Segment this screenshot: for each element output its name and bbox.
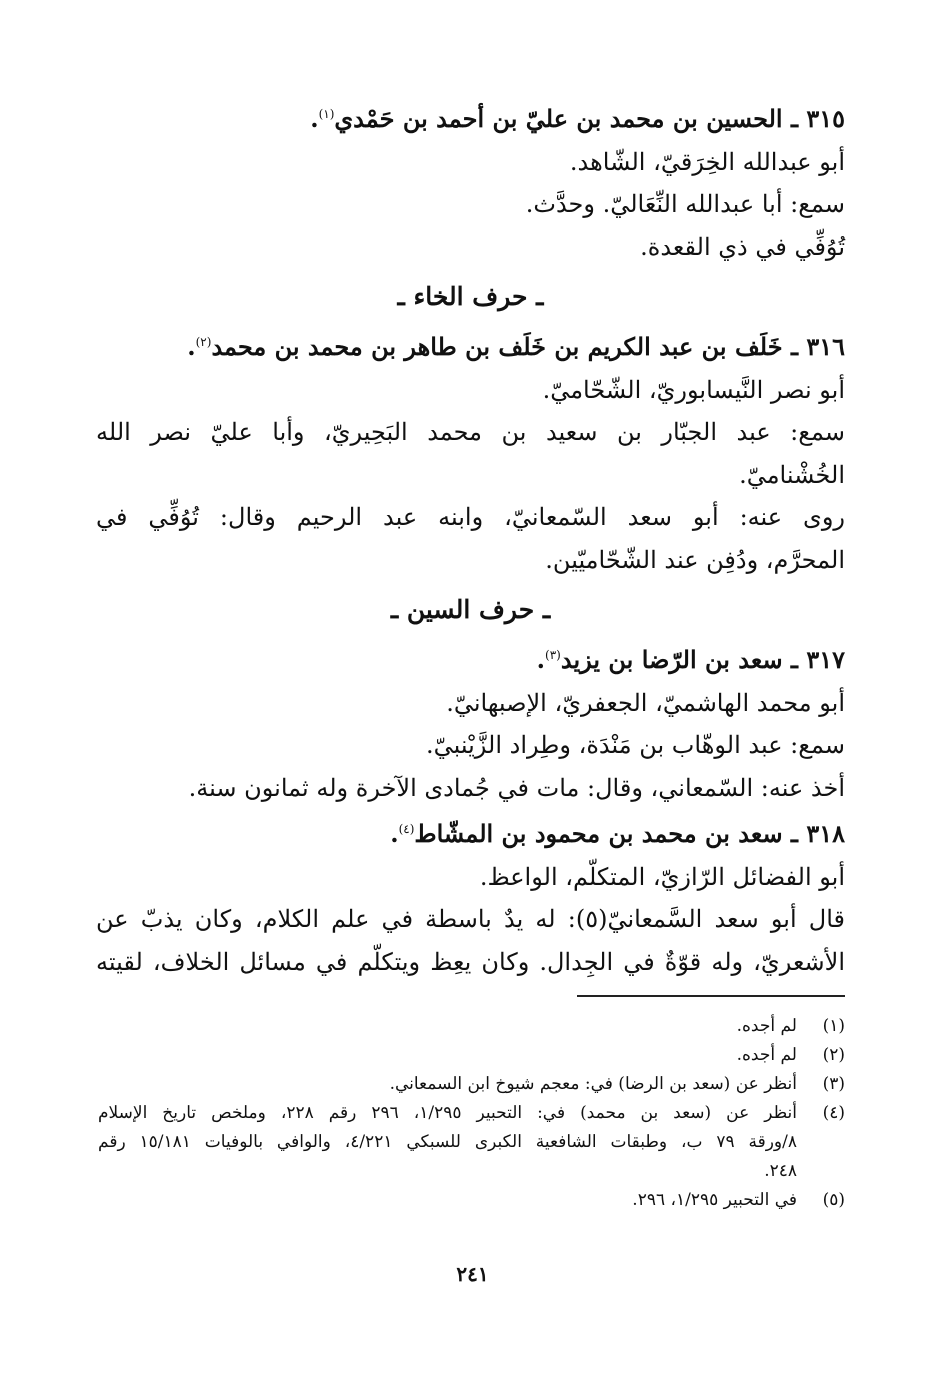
entry-315-title-end: .: [310, 104, 319, 133]
footnote-number: (٢): [822, 1045, 845, 1065]
entry-316-title: [96, 326, 845, 369]
entry-318-line: الأشعريّ، وله قوّةٌ في الجِدال. وكان يعِظ ويتكلّم في مسائل الخلاف، لقيته: [96, 947, 845, 976]
footnote-ref-3[interactable]: (٣): [545, 648, 561, 662]
page-number: ٢٤١: [456, 1262, 489, 1286]
footnote-text: [98, 1041, 797, 1070]
entry-317-title: [96, 639, 845, 682]
entry-318-title: [96, 813, 845, 856]
footnote-text: [98, 1186, 797, 1215]
footnote-line: أنظر عن (سعد بن الرضا) في: معجم شيوخ ابن السمعاني.: [389, 1074, 797, 1094]
entry-316-line: أبو نصر النَّيسابوريّ، الشّحّاميّ.: [542, 375, 845, 404]
entry-318-line: قال أبو سعد السَّمعانيّ(٥): له يدٌ باسطة في علم الكلام، وكان يذبّ عن: [96, 905, 845, 933]
footnote-text: [98, 1012, 797, 1041]
entry-315-line: تُوُفِّي في ذي القعدة.: [640, 232, 845, 261]
footnote-number: (٤): [822, 1103, 845, 1123]
footnote-1: [98, 1012, 845, 1041]
footnote-ref-2[interactable]: (٢): [195, 335, 212, 349]
footnote-ref-4[interactable]: (٤): [398, 822, 415, 836]
section-heading-sin: ـ حرف السين ـ: [390, 595, 551, 624]
entry-316-line: روى عنه: أبو سعد السّمعانيّ، وابنه عبد الرحيم وقال: تُوُفِّي في: [96, 503, 845, 531]
footnote-line: أنظر عن (سعد بن محمد) في: التحبير ١/٢٩٥، ٢٩٦ رقم ٢٢٨، وملخص تاريخ الإسلام: [98, 1103, 797, 1123]
entry-317-line: أخذ عنه: السّمعاني، وقال: مات في جُمادى الآخرة وله ثمانون سنة.: [188, 773, 845, 802]
entry-316-title-text: ٣١٦ ـ خَلَف بن عبد الكريم بن خَلَف بن طاهر بن محمد بن محمد: [211, 332, 845, 361]
entry-317-line: أبو محمد الهاشميّ، الجعفريّ، الإصبهانيّ.: [446, 688, 845, 717]
footnote-ref-1[interactable]: (١): [318, 107, 335, 121]
entry-315-line: أبو عبدالله الخِرَقيّ، الشّاهد.: [569, 147, 845, 176]
footnotes: [98, 1012, 845, 1215]
footnote-line: في التحبير ١/٢٩٥، ٢٩٦.: [632, 1190, 797, 1210]
footnote-text: [98, 1099, 797, 1186]
entry-317-title-end: .: [536, 645, 546, 674]
footnote-number: (١): [822, 1016, 845, 1036]
entry-318-line: أبو الفضائل الرّازيّ، المتكلّم، الواعظ.: [479, 862, 845, 891]
entry-315-title: [96, 98, 845, 141]
entry-316-line: الخُشْناميّ.: [739, 460, 845, 489]
footnote-number: (٥): [822, 1190, 845, 1210]
entry-315-line: سمع: أبا عبدالله النِّعَاليّ. وحدَّث.: [525, 190, 845, 218]
footnote-line: ٢٤٨.: [764, 1161, 797, 1181]
footnote-number: (٣): [822, 1074, 845, 1094]
footnote-3: [98, 1070, 845, 1099]
entry-318-title-text: ٣١٨ ـ سعد بن محمد بن محمود بن المشّاط: [414, 819, 845, 848]
entry-317-line: سمع: عبد الوهّاب بن مَنْدَة، وطِراد الزَّيْنبيّ.: [426, 731, 845, 759]
section-heading-kha: ـ حرف الخاء ـ: [397, 282, 544, 311]
entry-316-line: المحرَّم، ودُفِن عند الشّحّاميّين.: [545, 545, 845, 574]
entry-318-title-end: .: [390, 819, 399, 848]
entry-317-title-text: ٣١٧ ـ سعد بن الرّضا بن يزيد: [560, 645, 845, 674]
footnote-2: [98, 1041, 845, 1070]
main-text: [96, 98, 845, 983]
footnote-5: [98, 1186, 845, 1215]
footnote-4: [98, 1099, 845, 1186]
entry-315-title-text: ٣١٥ ـ الحسين بن محمد بن عليّ بن أحمد بن حَمْدي: [334, 104, 845, 133]
footnote-text: [98, 1070, 797, 1099]
footnote-line: لم أجده.: [736, 1045, 797, 1065]
footnote-line: ٨/ورقة ٧٩ ب، وطبقات الشافعية الكبرى للسبكي ٤/٢٢١، والوافي بالوفيات ١٥/١٨١ رقم: [98, 1132, 797, 1152]
entry-316-line: سمع: عبد الجبّار بن سعيد بن محمد البَحِيريّ، وأبا عليّ نصر الله: [96, 418, 845, 446]
footnote-line: لم أجده.: [736, 1016, 797, 1036]
footnote-separator: [577, 995, 845, 997]
entry-316-title-end: .: [187, 332, 196, 361]
